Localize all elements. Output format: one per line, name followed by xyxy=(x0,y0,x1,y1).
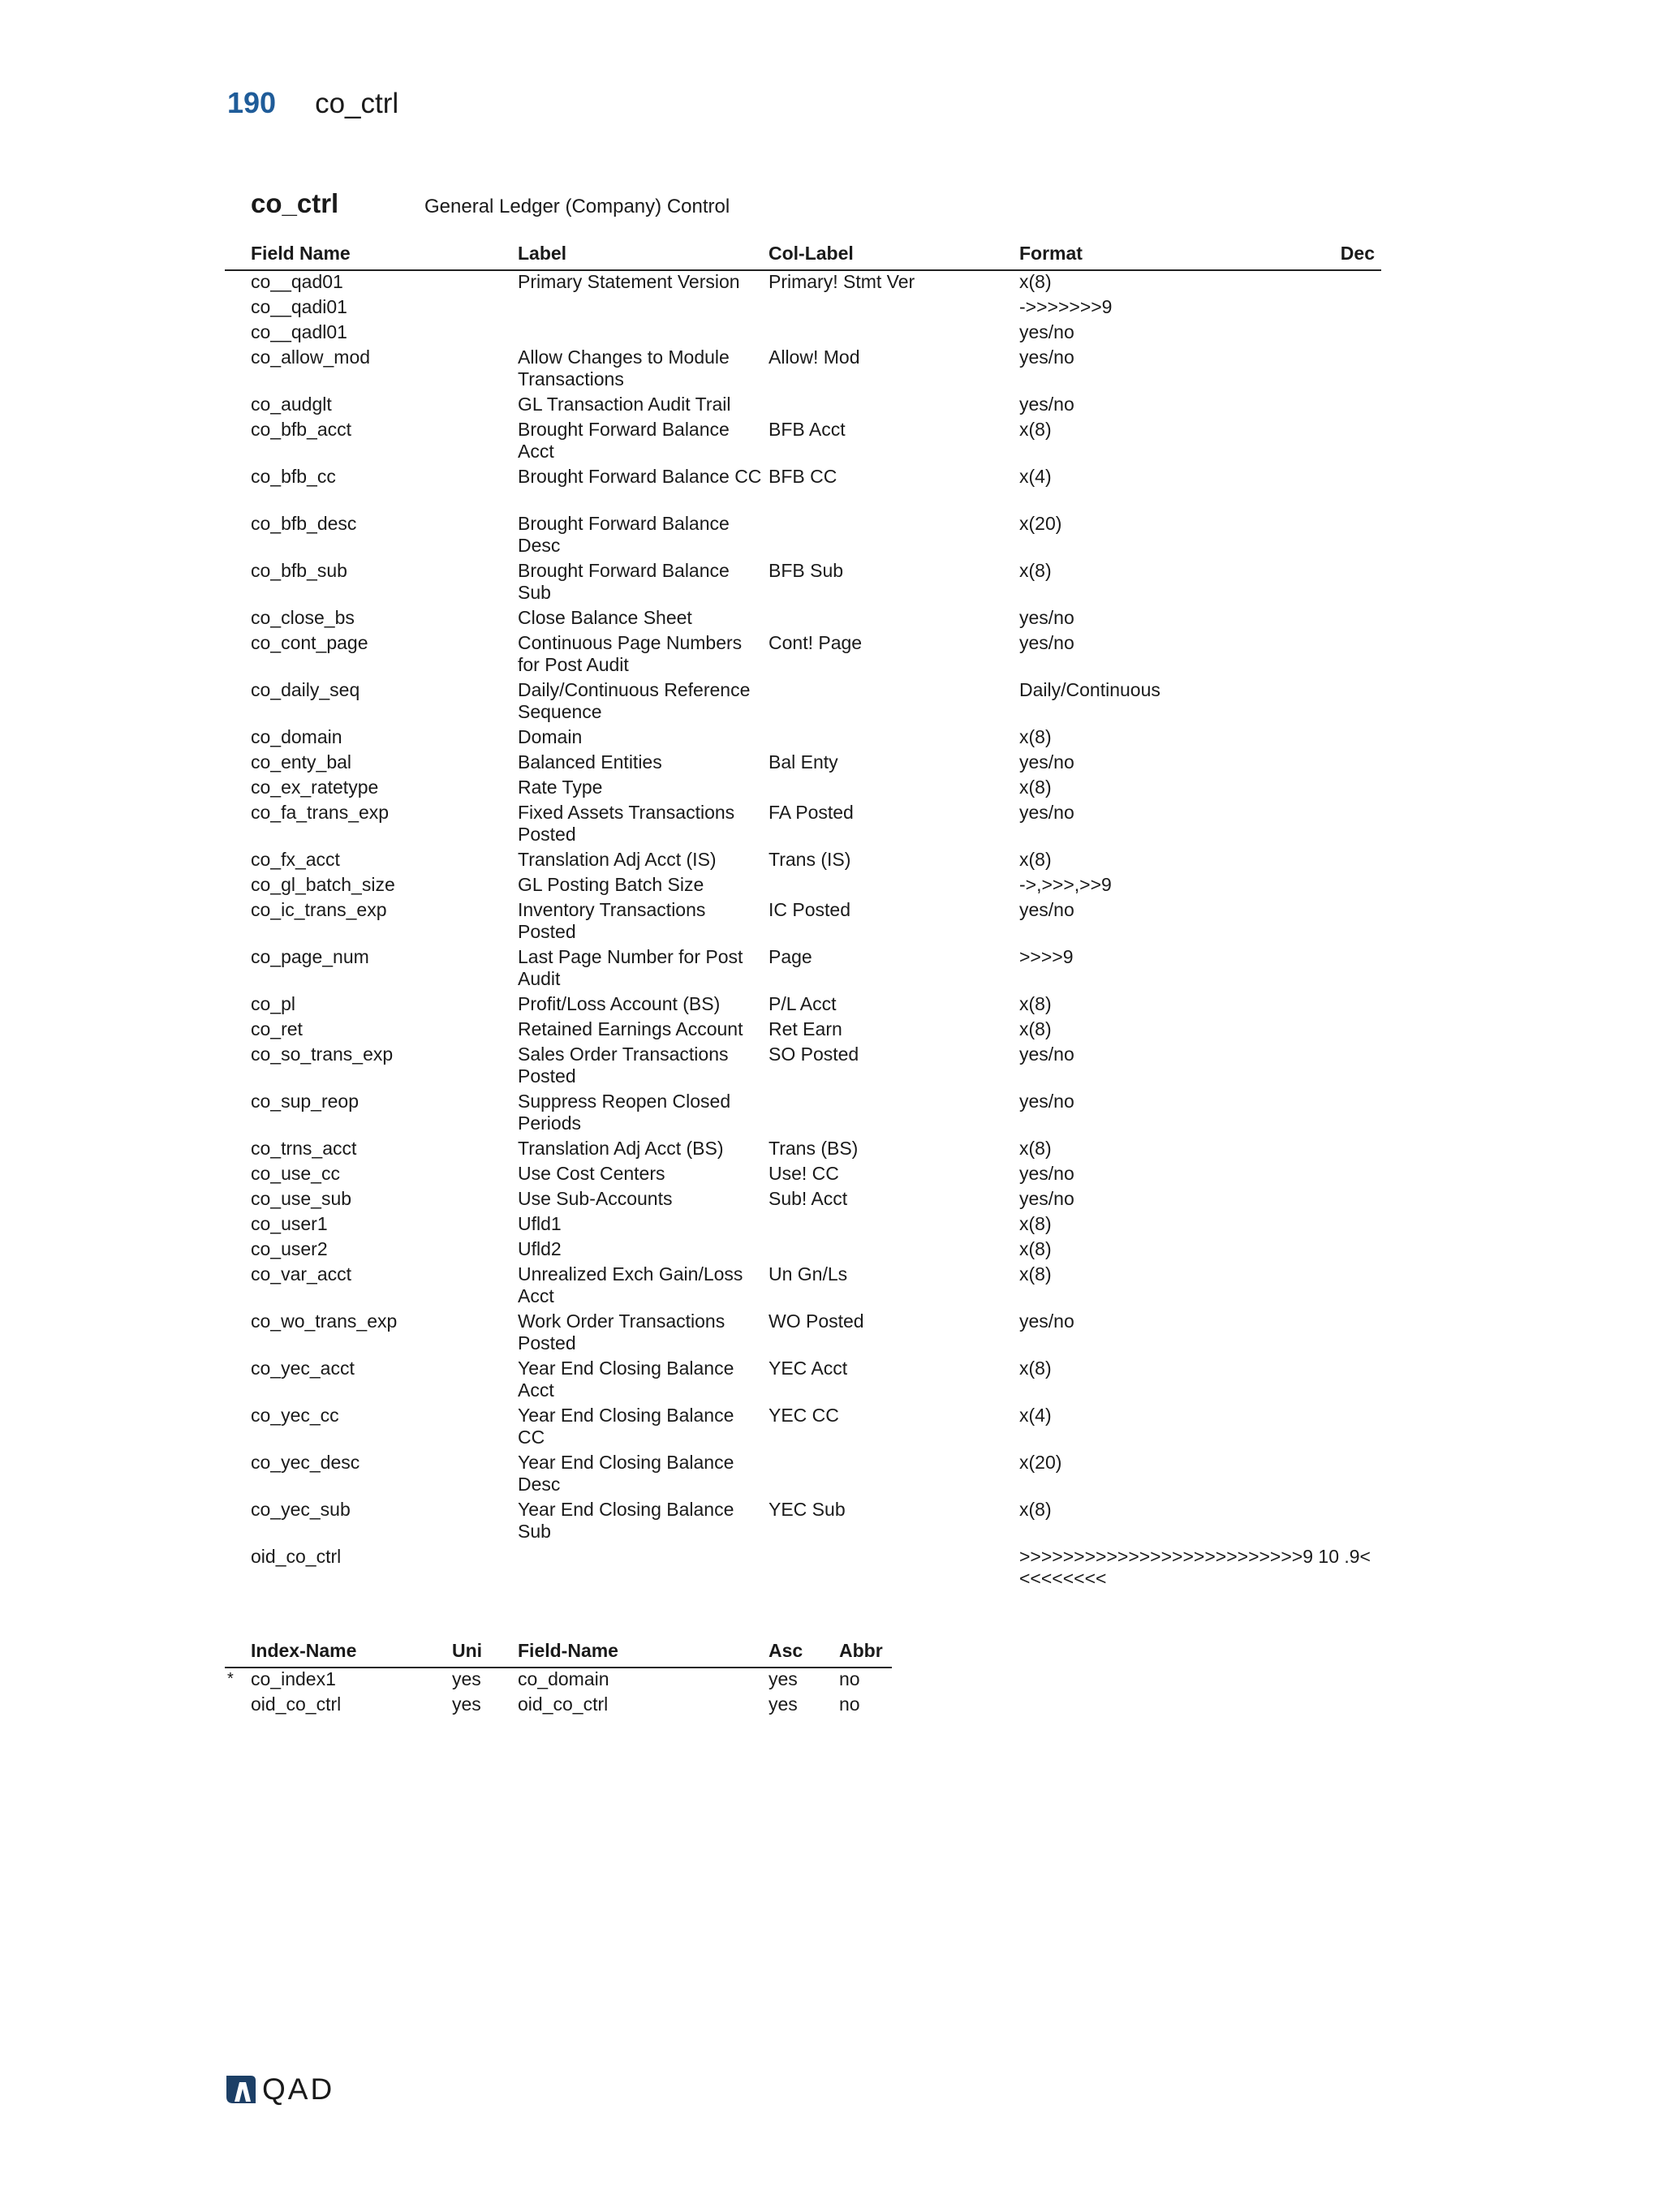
field-format-cell: yes/no xyxy=(1019,1163,1074,1184)
table-row xyxy=(225,466,1381,513)
header-format: Format xyxy=(1019,243,1083,264)
table-row xyxy=(225,1163,1381,1188)
field-label-cell: Brought Forward Balance Desc xyxy=(518,513,730,556)
field-name-cell: co_use_cc xyxy=(251,1163,340,1184)
field-name-cell: co_domain xyxy=(251,726,342,747)
field-col-label-cell: Primary! Stmt Ver xyxy=(769,271,915,292)
field-format-cell: x(8) xyxy=(1019,1018,1052,1039)
field-format-cell: x(8) xyxy=(1019,1238,1052,1259)
field-name-cell: oid_co_ctrl xyxy=(251,1546,342,1567)
field-name-cell: co_bfb_cc xyxy=(251,466,336,487)
header-uni: Uni xyxy=(452,1640,483,1661)
field-name-cell: co_sup_reop xyxy=(251,1091,359,1112)
field-name-cell: co__qadl01 xyxy=(251,321,347,342)
field-col-label-cell: Trans (BS) xyxy=(769,1138,859,1159)
field-format-cell: x(20) xyxy=(1019,1452,1062,1473)
index-uni-cell: yes xyxy=(452,1668,481,1689)
field-name-cell: co__qadi01 xyxy=(251,296,347,317)
field-name-cell: co_yec_desc xyxy=(251,1452,360,1473)
field-label-cell: GL Transaction Audit Trail xyxy=(518,394,731,415)
index-table-header xyxy=(225,1637,892,1668)
field-format-cell: x(8) xyxy=(1019,1263,1052,1285)
field-name-cell: co_user2 xyxy=(251,1238,328,1259)
table-row xyxy=(225,321,1381,346)
field-name-cell: co__qad01 xyxy=(251,271,343,292)
table-row xyxy=(225,632,1381,679)
field-name-cell: co_close_bs xyxy=(251,607,355,628)
field-format-cell: yes/no xyxy=(1019,632,1074,653)
index-rows xyxy=(225,1668,892,1719)
field-format-cell: x(8) xyxy=(1019,726,1052,747)
index-asc-cell: yes xyxy=(769,1693,798,1715)
field-name-cell: co_yec_cc xyxy=(251,1405,339,1426)
qad-logo-icon xyxy=(225,2074,257,2105)
table-row xyxy=(225,560,1381,607)
field-format-cell: yes/no xyxy=(1019,607,1074,628)
field-label-cell: Domain xyxy=(518,726,583,747)
field-label-cell: Year End Closing Balance Desc xyxy=(518,1452,734,1495)
field-name-cell: co_daily_seq xyxy=(251,679,360,700)
field-label-cell: Year End Closing Balance Sub xyxy=(518,1499,734,1542)
field-format-cell: x(8) xyxy=(1019,777,1052,798)
field-name-cell: co_use_sub xyxy=(251,1188,352,1209)
field-label-cell: Inventory Transactions Posted xyxy=(518,899,706,942)
header-abbr: Abbr xyxy=(839,1640,883,1661)
primary-index-marker: * xyxy=(227,1670,234,1688)
table-row xyxy=(225,1138,1381,1163)
index-field-cell: oid_co_ctrl xyxy=(518,1693,609,1715)
table-row xyxy=(225,513,1381,560)
header-label: Label xyxy=(518,243,567,264)
index-field-cell: co_domain xyxy=(518,1668,609,1689)
index-name-cell: co_index1 xyxy=(251,1668,336,1689)
index-name-cell: oid_co_ctrl xyxy=(251,1693,342,1715)
field-label-cell: Translation Adj Acct (BS) xyxy=(518,1138,724,1159)
field-label-cell: Balanced Entities xyxy=(518,751,662,772)
field-name-cell: co_bfb_acct xyxy=(251,419,352,440)
field-format-cell: yes/no xyxy=(1019,394,1074,415)
table-row xyxy=(225,296,1381,321)
logo-text: QAD xyxy=(262,2072,335,2106)
table-row xyxy=(225,1546,1381,1593)
field-col-label-cell: BFB Sub xyxy=(769,560,844,581)
field-label-cell: Brought Forward Balance CC xyxy=(518,466,762,487)
field-label-cell: Work Order Transactions Posted xyxy=(518,1310,726,1353)
field-format-cell: yes/no xyxy=(1019,1044,1074,1065)
field-name-cell: co_allow_mod xyxy=(251,346,371,368)
index-abbr-cell: no xyxy=(839,1693,860,1715)
header-index-name: Index-Name xyxy=(251,1640,357,1661)
running-header-title: co_ctrl xyxy=(315,88,399,119)
field-col-label-cell: FA Posted xyxy=(769,802,854,823)
header-index-field-name: Field-Name xyxy=(518,1640,618,1661)
table-row xyxy=(225,607,1381,632)
index-uni-cell: yes xyxy=(452,1693,481,1715)
table-row xyxy=(225,777,1381,802)
field-name-cell: co_var_acct xyxy=(251,1263,352,1285)
footer-logo xyxy=(225,2072,334,2107)
header-asc: Asc xyxy=(769,1640,803,1661)
page-header xyxy=(227,86,398,135)
field-label-cell: Primary Statement Version xyxy=(518,271,740,292)
table-row xyxy=(225,726,1381,751)
field-name-cell: co_ex_ratetype xyxy=(251,777,379,798)
table-row xyxy=(225,394,1381,419)
field-name-cell: co_user1 xyxy=(251,1213,328,1234)
table-row xyxy=(225,849,1381,874)
field-table-header xyxy=(225,240,1381,271)
table-row xyxy=(225,802,1381,849)
index-asc-cell: yes xyxy=(769,1668,798,1689)
field-name-cell: co_cont_page xyxy=(251,632,368,653)
field-name-cell: co_pl xyxy=(251,993,295,1014)
table-row xyxy=(225,346,1381,394)
field-format-cell: x(8) xyxy=(1019,419,1052,440)
header-dec: Dec xyxy=(1340,243,1375,264)
field-label-cell: Year End Closing Balance CC xyxy=(518,1405,734,1448)
field-format-cell: x(8) xyxy=(1019,1138,1052,1159)
table-row xyxy=(225,1452,1381,1499)
table-row xyxy=(225,1091,1381,1138)
field-label-cell: Continuous Page Numbers for Post Audit xyxy=(518,632,743,675)
field-label-cell: GL Posting Batch Size xyxy=(518,874,704,895)
field-rows xyxy=(225,271,1381,1593)
field-label-cell: Close Balance Sheet xyxy=(518,607,692,628)
index-abbr-cell: no xyxy=(839,1668,860,1689)
field-label-cell: Brought Forward Balance Acct xyxy=(518,419,730,462)
field-label-cell: Fixed Assets Transactions Posted xyxy=(518,802,735,845)
field-format-cell: x(4) xyxy=(1019,1405,1052,1426)
table-row xyxy=(225,1213,1381,1238)
field-format-cell: ->>>>>>>9 xyxy=(1019,296,1113,317)
field-format-cell: yes/no xyxy=(1019,1091,1074,1112)
field-label-cell: Use Sub-Accounts xyxy=(518,1188,673,1209)
field-label-cell: Daily/Continuous Reference Sequence xyxy=(518,679,751,722)
field-col-label-cell: Page xyxy=(769,946,812,967)
field-format-cell: x(8) xyxy=(1019,560,1052,581)
field-col-label-cell: Trans (IS) xyxy=(769,849,851,870)
field-format-cell: yes/no xyxy=(1019,751,1074,772)
table-row xyxy=(225,1263,1381,1310)
field-label-cell: Ufld1 xyxy=(518,1213,562,1234)
table-name: co_ctrl xyxy=(251,188,339,218)
field-format-cell: yes/no xyxy=(1019,1310,1074,1332)
field-col-label-cell: Sub! Acct xyxy=(769,1188,848,1209)
field-format-cell: yes/no xyxy=(1019,899,1074,920)
field-format-cell: yes/no xyxy=(1019,802,1074,823)
field-col-label-cell: Un Gn/Ls xyxy=(769,1263,848,1285)
field-label-cell: Suppress Reopen Closed Periods xyxy=(518,1091,731,1134)
field-label-cell: Profit/Loss Account (BS) xyxy=(518,993,721,1014)
table-description: General Ledger (Company) Control xyxy=(424,196,730,217)
table-row xyxy=(225,751,1381,777)
field-name-cell: co_fa_trans_exp xyxy=(251,802,390,823)
field-format-cell: yes/no xyxy=(1019,1188,1074,1209)
field-col-label-cell: IC Posted xyxy=(769,899,850,920)
field-name-cell: co_ic_trans_exp xyxy=(251,899,387,920)
field-col-label-cell: SO Posted xyxy=(769,1044,859,1065)
table-row xyxy=(225,679,1381,726)
field-label-cell: Translation Adj Acct (IS) xyxy=(518,849,717,870)
field-format-cell: ->,>>>,>>9 xyxy=(1019,874,1112,895)
table-row xyxy=(225,1358,1381,1405)
field-col-label-cell: BFB CC xyxy=(769,466,837,487)
field-name-cell: co_fx_acct xyxy=(251,849,340,870)
table-row xyxy=(225,1405,1381,1452)
table-row xyxy=(225,1018,1381,1044)
table-row xyxy=(225,946,1381,993)
index-table xyxy=(225,1637,892,1719)
field-format-cell: x(20) xyxy=(1019,513,1062,534)
table-row xyxy=(225,874,1381,899)
field-col-label-cell: YEC CC xyxy=(769,1405,839,1426)
field-format-cell: x(8) xyxy=(1019,1499,1052,1520)
index-row xyxy=(225,1693,892,1719)
header-field-name: Field Name xyxy=(251,243,351,264)
field-name-cell: co_ret xyxy=(251,1018,303,1039)
table-row xyxy=(225,1044,1381,1091)
field-label-cell: Allow Changes to Module Transactions xyxy=(518,346,730,389)
field-name-cell: co_enty_bal xyxy=(251,751,352,772)
field-format-cell: yes/no xyxy=(1019,346,1074,368)
field-format-cell: x(8) xyxy=(1019,849,1052,870)
field-name-cell: co_trns_acct xyxy=(251,1138,357,1159)
field-col-label-cell: P/L Acct xyxy=(769,993,837,1014)
field-format-cell: x(8) xyxy=(1019,1213,1052,1234)
field-name-cell: co_yec_acct xyxy=(251,1358,355,1379)
field-col-label-cell: Allow! Mod xyxy=(769,346,860,368)
field-name-cell: co_bfb_desc xyxy=(251,513,357,534)
table-row xyxy=(225,899,1381,946)
field-label-cell: Ufld2 xyxy=(518,1238,562,1259)
field-format-cell: >>>>>>>>>>>>>>>>>>>>>>>>>>9 10 .9<<<<<<<<< xyxy=(1019,1546,1371,1589)
field-table xyxy=(225,240,1381,1593)
field-format-cell: yes/no xyxy=(1019,321,1074,342)
field-label-cell: Year End Closing Balance Acct xyxy=(518,1358,734,1401)
table-row xyxy=(225,419,1381,466)
table-row xyxy=(225,1238,1381,1263)
field-name-cell: co_so_trans_exp xyxy=(251,1044,394,1065)
field-name-cell: co_page_num xyxy=(251,946,369,967)
page-number: 190 xyxy=(227,86,277,119)
field-name-cell: co_yec_sub xyxy=(251,1499,351,1520)
index-row xyxy=(225,1668,892,1693)
table-row xyxy=(225,993,1381,1018)
field-name-cell: co_gl_batch_size xyxy=(251,874,395,895)
field-col-label-cell: YEC Acct xyxy=(769,1358,848,1379)
field-format-cell: x(8) xyxy=(1019,993,1052,1014)
table-row xyxy=(225,1310,1381,1358)
field-label-cell: Brought Forward Balance Sub xyxy=(518,560,730,603)
field-label-cell: Use Cost Centers xyxy=(518,1163,665,1184)
table-row xyxy=(225,1499,1381,1546)
field-format-cell: >>>>9 xyxy=(1019,946,1074,967)
field-label-cell: Sales Order Transactions Posted xyxy=(518,1044,729,1087)
field-format-cell: x(8) xyxy=(1019,1358,1052,1379)
field-name-cell: co_bfb_sub xyxy=(251,560,347,581)
table-row xyxy=(225,271,1381,296)
field-col-label-cell: Use! CC xyxy=(769,1163,839,1184)
field-format-cell: x(4) xyxy=(1019,466,1052,487)
field-label-cell: Unrealized Exch Gain/Loss Acct xyxy=(518,1263,743,1306)
field-col-label-cell: YEC Sub xyxy=(769,1499,846,1520)
table-title-row xyxy=(251,188,730,219)
field-label-cell: Rate Type xyxy=(518,777,603,798)
field-label-cell: Last Page Number for Post Audit xyxy=(518,946,743,989)
field-name-cell: co_wo_trans_exp xyxy=(251,1310,398,1332)
field-col-label-cell: Cont! Page xyxy=(769,632,863,653)
field-format-cell: Daily/Continuous xyxy=(1019,679,1160,700)
field-label-cell: Retained Earnings Account xyxy=(518,1018,743,1039)
field-col-label-cell: BFB Acct xyxy=(769,419,846,440)
field-name-cell: co_audglt xyxy=(251,394,332,415)
field-col-label-cell: Bal Enty xyxy=(769,751,838,772)
field-col-label-cell: WO Posted xyxy=(769,1310,864,1332)
field-format-cell: x(8) xyxy=(1019,271,1052,292)
header-col-label: Col-Label xyxy=(769,243,854,264)
table-row xyxy=(225,1188,1381,1213)
field-col-label-cell: Ret Earn xyxy=(769,1018,842,1039)
